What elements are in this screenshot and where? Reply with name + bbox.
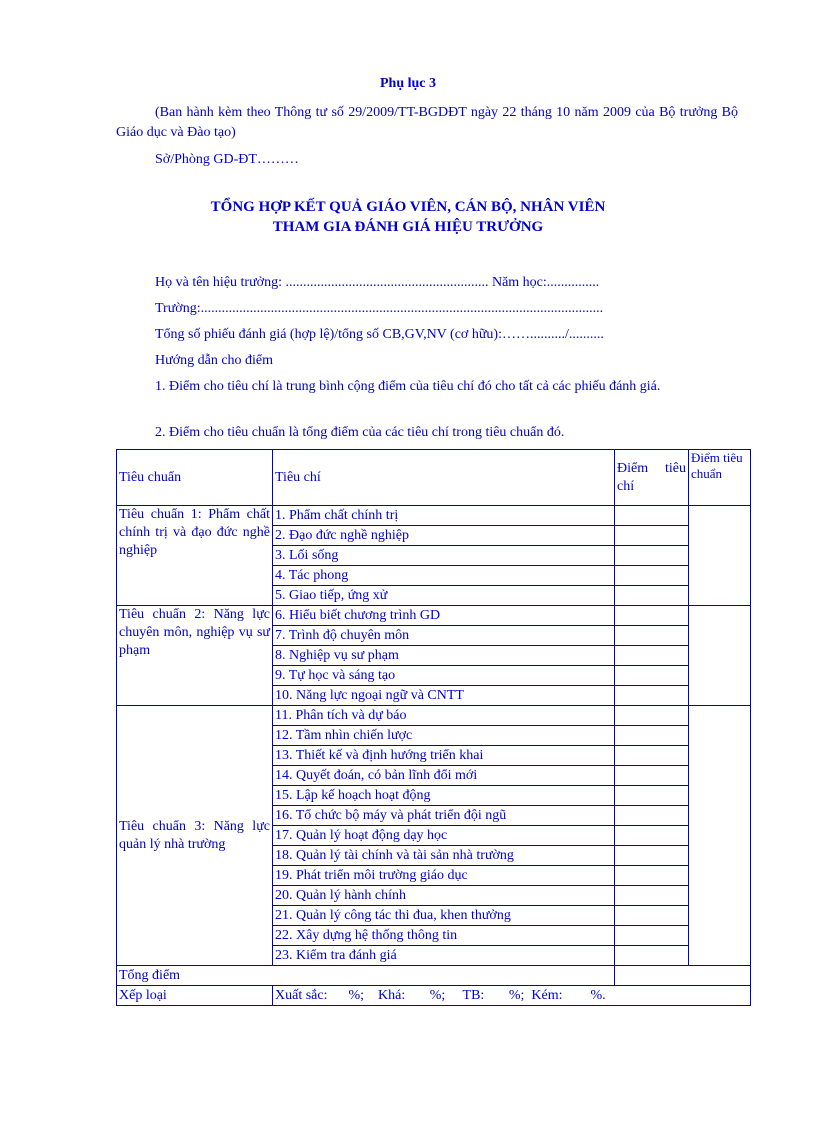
- criterion-label: 22. Xây dựng hệ thống thông tin: [273, 926, 615, 946]
- main-title-line-1: TỔNG HỢP KẾT QUẢ GIÁO VIÊN, CÁN BỘ, NHÂN VIÊN: [210, 199, 606, 215]
- criterion-label: 6. Hiểu biết chương trình GD: [273, 606, 615, 626]
- criterion-label: 21. Quản lý công tác thi đua, khen thưởng: [273, 906, 615, 926]
- criterion-label: 1. Phẩm chất chính trị: [273, 506, 615, 526]
- criterion-label: 20. Quản lý hành chính: [273, 886, 615, 906]
- criterion-label: 16. Tổ chức bộ máy và phát triển đội ngũ: [273, 806, 615, 826]
- standard-2-label: Tiêu chuẩn 2: Năng lực chuyên môn, nghiệp vụ sư phạm: [117, 606, 273, 706]
- criterion-score-cell[interactable]: [615, 686, 689, 706]
- criterion-label: 15. Lập kế hoạch hoạt động: [273, 786, 615, 806]
- standard-2-score-cell[interactable]: [689, 606, 751, 706]
- issuance-note: (Ban hành kèm theo Thông tư số 29/2009/TT-BGDĐT ngày 22 tháng 10 năm 2009 của Bộ trưởng Bộ Giáo dục và Đào tạo): [116, 105, 738, 140]
- main-title-line-2: THAM GIA ĐÁNH GIÁ HIỆU TRƯỞNG: [272, 219, 544, 235]
- criterion-label: 13. Thiết kế và định hướng triển khai: [273, 746, 615, 766]
- criterion-label: 18. Quản lý tài chính và tài sản nhà trường: [273, 846, 615, 866]
- school-field: Trường:...................................................................................................................: [155, 301, 604, 316]
- criterion-score-cell[interactable]: [615, 786, 689, 806]
- rating-values[interactable]: Xuất sắc: %; Khá: %; TB: %; Kém: %.: [273, 986, 751, 1006]
- total-row: [117, 966, 751, 986]
- scoring-guide-heading: Hướng dẫn cho điểm: [155, 353, 274, 368]
- total-score-cell[interactable]: [615, 966, 751, 986]
- rating-label: Xếp loại: [117, 986, 273, 1006]
- criterion-score-cell[interactable]: [615, 946, 689, 966]
- criterion-score-cell[interactable]: [615, 706, 689, 726]
- criterion-label: 14. Quyết đoán, có bản lĩnh đổi mới: [273, 766, 615, 786]
- criterion-score-cell[interactable]: [615, 846, 689, 866]
- criterion-label: 23. Kiểm tra đánh giá: [273, 946, 615, 966]
- appendix-title: Phụ lục 3: [379, 76, 436, 91]
- principal-name-field: Họ và tên hiệu trưởng: .......................................................... Năm học:...............: [155, 275, 600, 290]
- criterion-score-cell[interactable]: [615, 886, 689, 906]
- standard-1-score-cell[interactable]: [689, 506, 751, 606]
- criterion-label: 19. Phát triển môi trường giáo dục: [273, 866, 615, 886]
- criterion-score-cell[interactable]: [615, 806, 689, 826]
- criterion-score-cell[interactable]: [615, 666, 689, 686]
- criterion-score-cell[interactable]: [615, 546, 689, 566]
- criterion-score-cell[interactable]: [615, 506, 689, 526]
- criterion-label: 3. Lối sống: [273, 546, 615, 566]
- header-criterion: Tiêu chí: [273, 450, 615, 506]
- criterion-label: 9. Tự học và sáng tạo: [273, 666, 615, 686]
- table-row: [117, 606, 751, 626]
- criterion-score-cell[interactable]: [615, 926, 689, 946]
- criterion-score-cell[interactable]: [615, 726, 689, 746]
- header-criterion-score: Điểm tiêu chí: [615, 450, 689, 506]
- criterion-score-cell[interactable]: [615, 586, 689, 606]
- criterion-score-cell[interactable]: [615, 606, 689, 626]
- scoring-rule-2: 2. Điểm cho tiêu chuẩn là tổng điểm của các tiêu chí trong tiêu chuẩn đó.: [155, 425, 565, 440]
- criterion-label: 10. Năng lực ngoại ngữ và CNTT: [273, 686, 615, 706]
- criterion-score-cell[interactable]: [615, 866, 689, 886]
- department-line: Sở/Phòng GD-ĐT………: [155, 152, 299, 167]
- criterion-label: 4. Tác phong: [273, 566, 615, 586]
- criterion-score-cell[interactable]: [615, 646, 689, 666]
- total-forms-field: Tổng số phiếu đánh giá (hợp lệ)/tổng số CB,GV,NV (cơ hữu):……........../..........: [155, 327, 604, 342]
- criterion-label: 7. Trình độ chuyên môn: [273, 626, 615, 646]
- header-standard-score: Điểm tiêu chuẩn: [689, 450, 751, 506]
- criterion-score-cell[interactable]: [615, 766, 689, 786]
- standard-3-score-cell[interactable]: [689, 706, 751, 966]
- table-header-row: [117, 450, 751, 506]
- criterion-label: 2. Đạo đức nghề nghiệp: [273, 526, 615, 546]
- criterion-score-cell[interactable]: [615, 626, 689, 646]
- criterion-label: 17. Quản lý hoạt động dạy học: [273, 826, 615, 846]
- criterion-label: 8. Nghiệp vụ sư phạm: [273, 646, 615, 666]
- evaluation-table: [116, 449, 751, 1006]
- criterion-score-cell[interactable]: [615, 566, 689, 586]
- rating-row: [117, 986, 751, 1006]
- criterion-score-cell[interactable]: [615, 746, 689, 766]
- criterion-label: 5. Giao tiếp, ứng xử: [273, 586, 615, 606]
- criterion-score-cell[interactable]: [615, 826, 689, 846]
- table-row: [117, 706, 751, 726]
- standard-1-label: Tiêu chuẩn 1: Phẩm chất chính trị và đạo đức nghề nghiệp: [117, 506, 273, 606]
- total-label: Tổng điểm: [117, 966, 615, 986]
- criterion-label: 11. Phân tích và dự báo: [273, 706, 615, 726]
- header-standard: Tiêu chuẩn: [117, 450, 273, 506]
- criterion-score-cell[interactable]: [615, 526, 689, 546]
- standard-3-label: Tiêu chuẩn 3: Năng lực quản lý nhà trường: [117, 706, 273, 966]
- table-row: [117, 506, 751, 526]
- scoring-rule-1: 1. Điểm cho tiêu chí là trung bình cộng điểm của tiêu chí đó cho tất cả các phiếu đánh giá.: [155, 379, 661, 394]
- criterion-score-cell[interactable]: [615, 906, 689, 926]
- criterion-label: 12. Tầm nhìn chiến lược: [273, 726, 615, 746]
